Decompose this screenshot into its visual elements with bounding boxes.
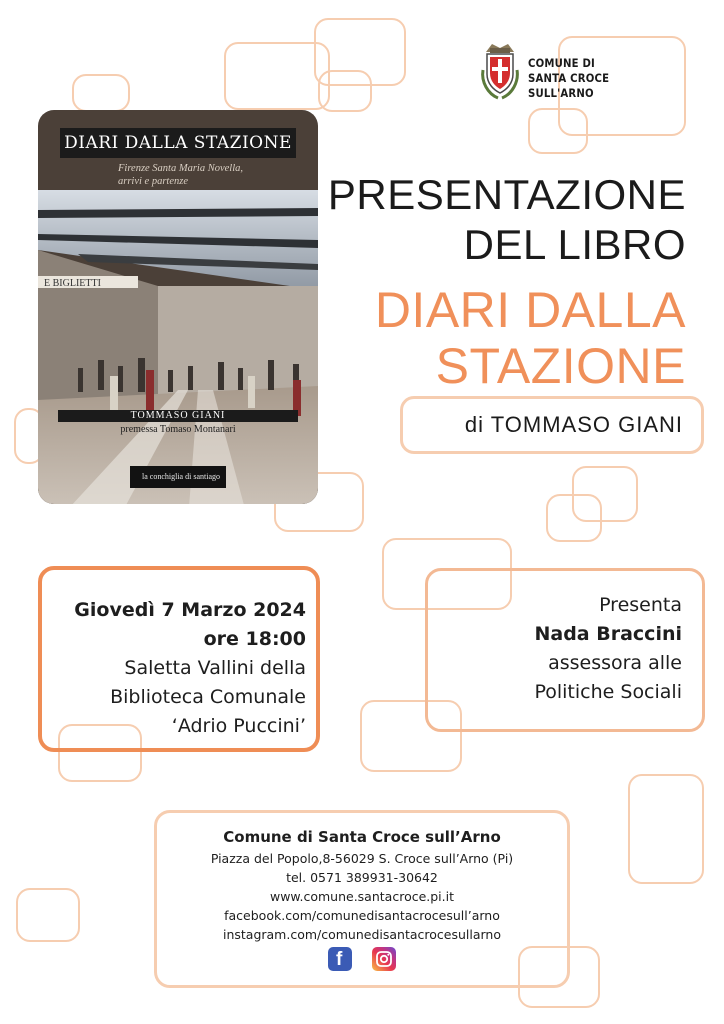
decorative-frame bbox=[16, 888, 80, 942]
decorative-frame bbox=[528, 108, 588, 154]
cover-subtitle bbox=[118, 162, 298, 188]
book-cover bbox=[38, 110, 318, 504]
event-details-box bbox=[38, 566, 320, 752]
presenter-intro: Presenta bbox=[599, 594, 682, 616]
heading-line-1: PRESENTAZIONE bbox=[327, 171, 686, 218]
presenter-role-line-1: assessora alle bbox=[548, 652, 682, 674]
decorative-frame bbox=[318, 70, 372, 112]
contact-box bbox=[154, 810, 570, 988]
presenter-role-line-2: Politiche Sociali bbox=[534, 681, 682, 703]
book-title-line-2: STAZIONE bbox=[435, 338, 686, 394]
cover-subtitle-line-2: arrivi e partenze bbox=[118, 176, 188, 187]
heading-line-2: DEL LIBRO bbox=[463, 221, 686, 268]
book-title bbox=[375, 282, 686, 394]
contact-website: www.comune.santacroce.pi.it bbox=[269, 889, 455, 904]
cover-title: DIARI DALLA STAZIONE bbox=[60, 128, 296, 158]
presenter-box bbox=[425, 568, 705, 732]
event-date: Giovedì 7 Marzo 2024 bbox=[74, 599, 306, 621]
contact-facebook: facebook.com/comunedisantacrocesull’arno bbox=[224, 908, 500, 923]
municipality-name bbox=[528, 56, 669, 101]
cover-author: TOMMASO GIANI bbox=[130, 410, 226, 421]
coat-of-arms-icon bbox=[478, 40, 522, 104]
municipality-logo bbox=[478, 40, 688, 104]
logo-line-2: SANTA CROCE SULL'ARNO bbox=[528, 71, 610, 100]
event-place-line-3: ‘Adrio Puccini’ bbox=[171, 715, 306, 737]
contact-instagram: instagram.com/comunedisantacrocesullarno bbox=[222, 927, 502, 942]
station-photo bbox=[38, 190, 318, 504]
publisher-logo: la conchiglia di santiago bbox=[130, 466, 226, 488]
decorative-frame bbox=[546, 494, 602, 542]
author-label: di TOMMASO GIANI bbox=[400, 396, 704, 454]
event-time: ore 18:00 bbox=[203, 628, 306, 650]
decorative-frame bbox=[72, 74, 130, 112]
instagram-glyph bbox=[372, 947, 396, 971]
presenter-name: Nada Braccini bbox=[534, 623, 682, 645]
station-sign: E BIGLIETTI bbox=[44, 278, 101, 289]
contact-address: Piazza del Popolo,8-56029 S. Croce sull’Arno (Pi) bbox=[210, 851, 514, 866]
instagram-icon[interactable] bbox=[372, 947, 396, 971]
event-place-line-2: Biblioteca Comunale bbox=[110, 686, 306, 708]
cover-subtitle-line-1: Firenze Santa Maria Novella, bbox=[118, 163, 244, 174]
facebook-icon[interactable] bbox=[328, 947, 352, 971]
presentation-heading bbox=[328, 170, 686, 270]
facebook-glyph: f bbox=[336, 949, 343, 970]
event-place-line-1: Saletta Vallini della bbox=[124, 657, 306, 679]
cover-preface: premessa Tomaso Montanari bbox=[120, 424, 236, 435]
social-icons bbox=[157, 947, 567, 971]
book-title-line-1: DIARI DALLA bbox=[374, 282, 686, 338]
contact-title: Comune di Santa Croce sull’Arno bbox=[223, 828, 501, 846]
logo-line-1: COMUNE DI bbox=[528, 56, 595, 70]
decorative-frame bbox=[628, 774, 704, 884]
contact-phone: tel. 0571 389931-30642 bbox=[286, 870, 438, 885]
